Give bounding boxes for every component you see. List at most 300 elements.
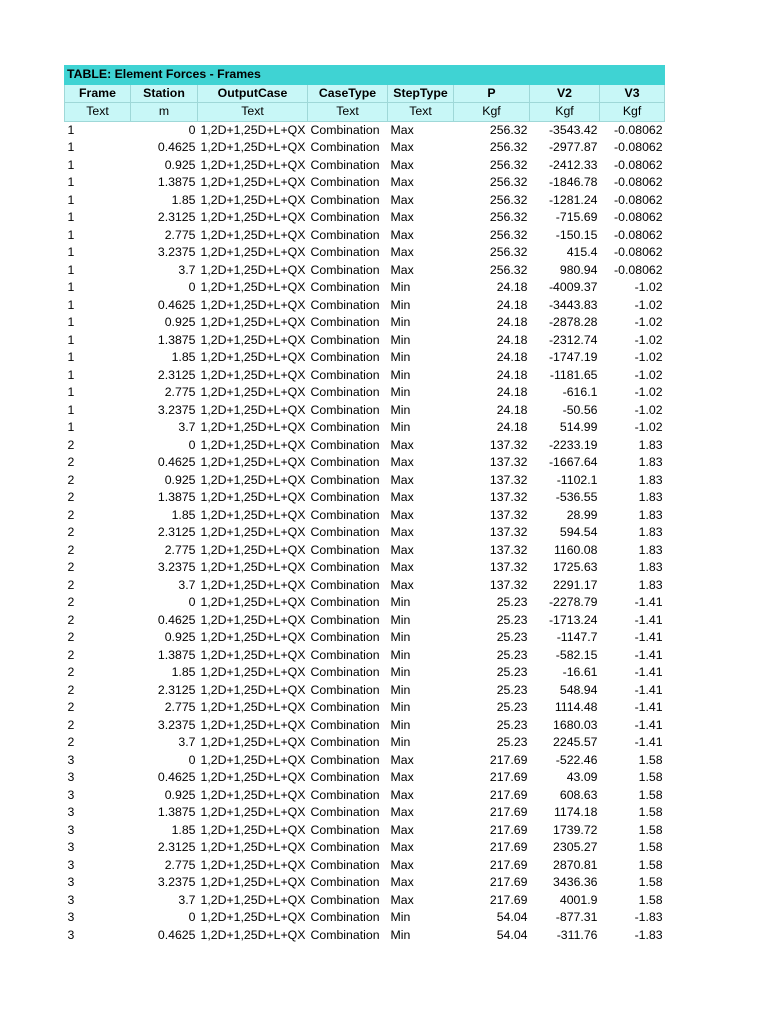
cell-v2[interactable]: 1160.08: [553, 542, 598, 557]
cell-v2[interactable]: -2412.33: [548, 157, 598, 172]
cell-steptype[interactable]: Min: [390, 385, 411, 400]
cell-p[interactable]: 137.32: [489, 542, 528, 557]
cell-steptype[interactable]: Min: [390, 280, 411, 295]
cell-station[interactable]: 0.4625: [157, 297, 196, 312]
cell-p[interactable]: 137.32: [489, 560, 528, 575]
cell-outputcase[interactable]: 1,2D+1,25D+L+QX: [200, 245, 306, 260]
cell-v3[interactable]: 1.83: [638, 455, 663, 470]
cell-casetype[interactable]: Combination: [310, 227, 380, 242]
cell-v2[interactable]: 1174.18: [553, 805, 598, 820]
cell-steptype[interactable]: Min: [390, 647, 411, 662]
cell-frame[interactable]: 3: [67, 910, 75, 925]
cell-steptype[interactable]: Min: [390, 420, 411, 435]
cell-p[interactable]: 54.04: [496, 910, 528, 925]
cell-outputcase[interactable]: 1,2D+1,25D+L+QX: [200, 805, 306, 820]
cell-station[interactable]: 2.3125: [157, 840, 196, 855]
cell-outputcase[interactable]: 1,2D+1,25D+L+QX: [200, 857, 306, 872]
cell-casetype[interactable]: Combination: [310, 262, 380, 277]
cell-frame[interactable]: 2: [67, 525, 75, 540]
cell-outputcase[interactable]: 1,2D+1,25D+L+QX: [200, 490, 306, 505]
cell-casetype[interactable]: Combination: [310, 402, 380, 417]
cell-p[interactable]: 137.32: [489, 472, 528, 487]
cell-p[interactable]: 137.32: [489, 490, 528, 505]
cell-casetype[interactable]: Combination: [310, 752, 380, 767]
cell-v3[interactable]: 1.58: [638, 787, 663, 802]
cell-v3[interactable]: -0.08062: [614, 175, 663, 190]
cell-frame[interactable]: 1: [67, 210, 75, 225]
cell-p[interactable]: 256.32: [489, 175, 528, 190]
cell-v3[interactable]: -1.41: [634, 735, 663, 750]
cell-frame[interactable]: 1: [67, 420, 75, 435]
header-v3[interactable]: V3: [600, 84, 665, 103]
cell-casetype[interactable]: Combination: [310, 140, 380, 155]
cell-casetype[interactable]: Combination: [310, 350, 380, 365]
cell-station[interactable]: 3.2375: [157, 402, 196, 417]
cell-steptype[interactable]: Min: [390, 927, 411, 942]
cell-steptype[interactable]: Max: [390, 805, 414, 820]
cell-v3[interactable]: -1.41: [634, 700, 663, 715]
cell-v3[interactable]: -1.41: [634, 647, 663, 662]
cell-p[interactable]: 25.23: [496, 612, 528, 627]
cell-station[interactable]: 3.2375: [157, 875, 196, 890]
cell-outputcase[interactable]: 1,2D+1,25D+L+QX: [200, 735, 306, 750]
cell-station[interactable]: 0: [188, 752, 196, 767]
cell-v3[interactable]: -1.02: [634, 402, 663, 417]
cell-p[interactable]: 24.18: [496, 350, 528, 365]
cell-station[interactable]: 1.3875: [157, 490, 196, 505]
cell-steptype[interactable]: Max: [390, 525, 414, 540]
cell-steptype[interactable]: Max: [390, 840, 414, 855]
cell-v3[interactable]: -0.08062: [614, 227, 663, 242]
cell-casetype[interactable]: Combination: [310, 367, 380, 382]
cell-steptype[interactable]: Max: [390, 122, 414, 137]
cell-casetype[interactable]: Combination: [310, 822, 380, 837]
cell-p[interactable]: 25.23: [496, 647, 528, 662]
cell-v3[interactable]: 1.58: [638, 805, 663, 820]
cell-v3[interactable]: -1.41: [634, 612, 663, 627]
cell-v3[interactable]: 1.58: [638, 840, 663, 855]
cell-station[interactable]: 3.7: [178, 577, 196, 592]
cell-v3[interactable]: 1.83: [638, 525, 663, 540]
cell-v3[interactable]: 1.83: [638, 472, 663, 487]
cell-frame[interactable]: 2: [67, 700, 75, 715]
cell-outputcase[interactable]: 1,2D+1,25D+L+QX: [200, 420, 306, 435]
cell-steptype[interactable]: Min: [390, 630, 411, 645]
cell-casetype[interactable]: Combination: [310, 630, 380, 645]
cell-frame[interactable]: 1: [67, 262, 75, 277]
cell-station[interactable]: 1.3875: [157, 805, 196, 820]
cell-outputcase[interactable]: 1,2D+1,25D+L+QX: [200, 280, 306, 295]
cell-v2[interactable]: 415.4: [566, 245, 598, 260]
header-steptype[interactable]: StepType: [388, 84, 454, 103]
cell-steptype[interactable]: Min: [390, 595, 411, 610]
header-frame[interactable]: Frame: [65, 84, 131, 103]
cell-p[interactable]: 217.69: [489, 822, 528, 837]
cell-v3[interactable]: -1.41: [634, 682, 663, 697]
cell-frame[interactable]: 3: [67, 927, 75, 942]
header-v2[interactable]: V2: [530, 84, 600, 103]
cell-p[interactable]: 24.18: [496, 367, 528, 382]
cell-p[interactable]: 256.32: [489, 227, 528, 242]
cell-station[interactable]: 1.85: [171, 192, 196, 207]
cell-steptype[interactable]: Max: [390, 892, 414, 907]
cell-casetype[interactable]: Combination: [310, 490, 380, 505]
cell-p[interactable]: 217.69: [489, 892, 528, 907]
cell-v2[interactable]: 28.99: [566, 507, 598, 522]
cell-v2[interactable]: -715.69: [555, 210, 598, 225]
cell-v3[interactable]: 1.83: [638, 437, 663, 452]
cell-station[interactable]: 0.925: [164, 157, 196, 172]
cell-frame[interactable]: 2: [67, 717, 75, 732]
cell-steptype[interactable]: Min: [390, 682, 411, 697]
cell-casetype[interactable]: Combination: [310, 175, 380, 190]
cell-station[interactable]: 0: [188, 595, 196, 610]
cell-outputcase[interactable]: 1,2D+1,25D+L+QX: [200, 157, 306, 172]
cell-outputcase[interactable]: 1,2D+1,25D+L+QX: [200, 612, 306, 627]
cell-steptype[interactable]: Min: [390, 350, 411, 365]
cell-station[interactable]: 0.925: [164, 472, 196, 487]
cell-v2[interactable]: -150.15: [555, 227, 598, 242]
cell-steptype[interactable]: Max: [390, 455, 414, 470]
cell-frame[interactable]: 3: [67, 892, 75, 907]
cell-outputcase[interactable]: 1,2D+1,25D+L+QX: [200, 875, 306, 890]
cell-outputcase[interactable]: 1,2D+1,25D+L+QX: [200, 560, 306, 575]
cell-frame[interactable]: 1: [67, 280, 75, 295]
cell-v2[interactable]: 980.94: [559, 262, 598, 277]
cell-frame[interactable]: 3: [67, 822, 75, 837]
cell-v2[interactable]: -2878.28: [548, 315, 598, 330]
cell-v3[interactable]: -1.02: [634, 315, 663, 330]
cell-outputcase[interactable]: 1,2D+1,25D+L+QX: [200, 700, 306, 715]
cell-v3[interactable]: -0.08062: [614, 157, 663, 172]
cell-v2[interactable]: 2305.27: [553, 840, 598, 855]
cell-outputcase[interactable]: 1,2D+1,25D+L+QX: [200, 910, 306, 925]
cell-p[interactable]: 25.23: [496, 665, 528, 680]
unit-casetype[interactable]: Text: [308, 103, 388, 122]
cell-outputcase[interactable]: 1,2D+1,25D+L+QX: [200, 630, 306, 645]
cell-p[interactable]: 24.18: [496, 385, 528, 400]
cell-outputcase[interactable]: 1,2D+1,25D+L+QX: [200, 140, 306, 155]
cell-frame[interactable]: 1: [67, 332, 75, 347]
cell-v2[interactable]: -4009.37: [548, 280, 598, 295]
cell-outputcase[interactable]: 1,2D+1,25D+L+QX: [200, 122, 306, 137]
cell-steptype[interactable]: Max: [390, 262, 414, 277]
cell-steptype[interactable]: Max: [390, 507, 414, 522]
cell-v2[interactable]: -1102.1: [556, 472, 598, 487]
cell-v2[interactable]: -1713.24: [548, 612, 598, 627]
cell-v2[interactable]: -1181.65: [549, 367, 598, 382]
header-casetype[interactable]: CaseType: [308, 84, 388, 103]
cell-station[interactable]: 2.775: [164, 227, 196, 242]
cell-p[interactable]: 217.69: [489, 875, 528, 890]
cell-casetype[interactable]: Combination: [310, 665, 380, 680]
cell-steptype[interactable]: Max: [390, 210, 414, 225]
cell-casetype[interactable]: Combination: [310, 507, 380, 522]
cell-station[interactable]: 0.925: [164, 787, 196, 802]
cell-p[interactable]: 217.69: [489, 805, 528, 820]
header-p[interactable]: P: [454, 84, 530, 103]
cell-casetype[interactable]: Combination: [310, 770, 380, 785]
cell-p[interactable]: 217.69: [489, 770, 528, 785]
cell-v3[interactable]: 1.58: [638, 892, 663, 907]
cell-steptype[interactable]: Max: [390, 140, 414, 155]
cell-frame[interactable]: 1: [67, 175, 75, 190]
cell-outputcase[interactable]: 1,2D+1,25D+L+QX: [200, 822, 306, 837]
cell-v3[interactable]: 1.83: [638, 490, 663, 505]
cell-frame[interactable]: 1: [67, 122, 75, 137]
cell-frame[interactable]: 2: [67, 437, 75, 452]
cell-station[interactable]: 0.4625: [157, 140, 196, 155]
cell-v2[interactable]: -1147.7: [556, 630, 598, 645]
cell-frame[interactable]: 2: [67, 630, 75, 645]
cell-station[interactable]: 0: [188, 280, 196, 295]
cell-p[interactable]: 256.32: [489, 210, 528, 225]
cell-station[interactable]: 0.4625: [157, 770, 196, 785]
cell-p[interactable]: 217.69: [489, 752, 528, 767]
cell-steptype[interactable]: Max: [390, 472, 414, 487]
cell-steptype[interactable]: Max: [390, 542, 414, 557]
cell-casetype[interactable]: Combination: [310, 840, 380, 855]
cell-v2[interactable]: -2278.79: [548, 595, 598, 610]
cell-v2[interactable]: -616.1: [562, 385, 598, 400]
header-outputcase[interactable]: OutputCase: [198, 84, 308, 103]
cell-v3[interactable]: -1.02: [634, 367, 663, 382]
cell-steptype[interactable]: Max: [390, 192, 414, 207]
cell-frame[interactable]: 2: [67, 735, 75, 750]
cell-steptype[interactable]: Max: [390, 490, 414, 505]
cell-p[interactable]: 217.69: [489, 857, 528, 872]
cell-v2[interactable]: 43.09: [566, 770, 598, 785]
unit-frame[interactable]: Text: [65, 103, 131, 122]
cell-steptype[interactable]: Max: [390, 770, 414, 785]
cell-v2[interactable]: 2291.17: [553, 577, 598, 592]
cell-outputcase[interactable]: 1,2D+1,25D+L+QX: [200, 227, 306, 242]
cell-v2[interactable]: -2977.87: [548, 140, 598, 155]
cell-v3[interactable]: -1.02: [634, 280, 663, 295]
cell-station[interactable]: 0.925: [164, 315, 196, 330]
cell-casetype[interactable]: Combination: [310, 892, 380, 907]
cell-p[interactable]: 24.18: [496, 297, 528, 312]
cell-frame[interactable]: 1: [67, 140, 75, 155]
cell-casetype[interactable]: Combination: [310, 647, 380, 662]
cell-station[interactable]: 1.3875: [157, 332, 196, 347]
cell-casetype[interactable]: Combination: [310, 595, 380, 610]
header-station[interactable]: Station: [131, 84, 198, 103]
cell-v2[interactable]: -311.76: [556, 927, 598, 942]
cell-p[interactable]: 24.18: [496, 402, 528, 417]
unit-steptype[interactable]: Text: [388, 103, 454, 122]
cell-v2[interactable]: -3543.42: [548, 122, 598, 137]
cell-v3[interactable]: -1.41: [634, 630, 663, 645]
cell-steptype[interactable]: Max: [390, 437, 414, 452]
cell-casetype[interactable]: Combination: [310, 472, 380, 487]
cell-frame[interactable]: 3: [67, 770, 75, 785]
cell-p[interactable]: 217.69: [489, 840, 528, 855]
cell-p[interactable]: 137.32: [489, 507, 528, 522]
cell-p[interactable]: 137.32: [489, 455, 528, 470]
cell-outputcase[interactable]: 1,2D+1,25D+L+QX: [200, 210, 306, 225]
cell-casetype[interactable]: Combination: [310, 857, 380, 872]
cell-frame[interactable]: 3: [67, 787, 75, 802]
cell-p[interactable]: 256.32: [489, 262, 528, 277]
cell-v3[interactable]: -1.02: [634, 385, 663, 400]
cell-casetype[interactable]: Combination: [310, 612, 380, 627]
cell-station[interactable]: 1.85: [171, 507, 196, 522]
cell-outputcase[interactable]: 1,2D+1,25D+L+QX: [200, 770, 306, 785]
cell-station[interactable]: 2.3125: [157, 525, 196, 540]
cell-v2[interactable]: -1747.19: [548, 350, 598, 365]
cell-outputcase[interactable]: 1,2D+1,25D+L+QX: [200, 787, 306, 802]
cell-steptype[interactable]: Max: [390, 822, 414, 837]
cell-frame[interactable]: 2: [67, 577, 75, 592]
cell-v3[interactable]: 1.58: [638, 857, 663, 872]
cell-steptype[interactable]: Min: [390, 717, 411, 732]
cell-station[interactable]: 1.3875: [157, 647, 196, 662]
cell-casetype[interactable]: Combination: [310, 122, 380, 137]
cell-p[interactable]: 24.18: [496, 420, 528, 435]
cell-outputcase[interactable]: 1,2D+1,25D+L+QX: [200, 315, 306, 330]
cell-outputcase[interactable]: 1,2D+1,25D+L+QX: [200, 752, 306, 767]
cell-steptype[interactable]: Max: [390, 227, 414, 242]
cell-p[interactable]: 25.23: [496, 717, 528, 732]
cell-station[interactable]: 3.2375: [157, 245, 196, 260]
cell-station[interactable]: 3.7: [178, 262, 196, 277]
cell-v3[interactable]: -0.08062: [614, 210, 663, 225]
cell-v3[interactable]: -0.08062: [614, 262, 663, 277]
cell-steptype[interactable]: Min: [390, 700, 411, 715]
cell-outputcase[interactable]: 1,2D+1,25D+L+QX: [200, 350, 306, 365]
cell-p[interactable]: 256.32: [489, 140, 528, 155]
cell-p[interactable]: 25.23: [496, 630, 528, 645]
cell-v3[interactable]: -1.02: [634, 297, 663, 312]
cell-steptype[interactable]: Max: [390, 875, 414, 890]
cell-casetype[interactable]: Combination: [310, 420, 380, 435]
cell-v2[interactable]: 2245.57: [553, 735, 598, 750]
cell-steptype[interactable]: Min: [390, 367, 411, 382]
cell-steptype[interactable]: Min: [390, 315, 411, 330]
cell-outputcase[interactable]: 1,2D+1,25D+L+QX: [200, 472, 306, 487]
cell-casetype[interactable]: Combination: [310, 385, 380, 400]
cell-steptype[interactable]: Max: [390, 787, 414, 802]
cell-v3[interactable]: -0.08062: [614, 140, 663, 155]
table-title[interactable]: TABLE: Element Forces - Frames: [65, 66, 665, 85]
cell-steptype[interactable]: Max: [390, 157, 414, 172]
cell-frame[interactable]: 1: [67, 157, 75, 172]
cell-steptype[interactable]: Min: [390, 332, 411, 347]
cell-frame[interactable]: 2: [67, 665, 75, 680]
cell-frame[interactable]: 1: [67, 350, 75, 365]
cell-v3[interactable]: 1.58: [638, 752, 663, 767]
cell-v2[interactable]: -536.55: [555, 490, 598, 505]
cell-outputcase[interactable]: 1,2D+1,25D+L+QX: [200, 717, 306, 732]
cell-frame[interactable]: 2: [67, 472, 75, 487]
cell-v3[interactable]: -1.02: [634, 350, 663, 365]
cell-station[interactable]: 0.4625: [157, 612, 196, 627]
cell-outputcase[interactable]: 1,2D+1,25D+L+QX: [200, 437, 306, 452]
cell-casetype[interactable]: Combination: [310, 437, 380, 452]
cell-casetype[interactable]: Combination: [310, 297, 380, 312]
cell-v2[interactable]: 548.94: [559, 682, 598, 697]
cell-outputcase[interactable]: 1,2D+1,25D+L+QX: [200, 367, 306, 382]
cell-p[interactable]: 24.18: [496, 280, 528, 295]
cell-frame[interactable]: 1: [67, 245, 75, 260]
cell-v3[interactable]: 1.83: [638, 542, 663, 557]
cell-station[interactable]: 0: [188, 910, 196, 925]
cell-p[interactable]: 256.32: [489, 157, 528, 172]
cell-casetype[interactable]: Combination: [310, 315, 380, 330]
cell-outputcase[interactable]: 1,2D+1,25D+L+QX: [200, 297, 306, 312]
cell-v2[interactable]: 1680.03: [553, 717, 598, 732]
cell-outputcase[interactable]: 1,2D+1,25D+L+QX: [200, 595, 306, 610]
cell-casetype[interactable]: Combination: [310, 455, 380, 470]
cell-casetype[interactable]: Combination: [310, 805, 380, 820]
cell-p[interactable]: 256.32: [489, 192, 528, 207]
cell-v2[interactable]: -3443.83: [548, 297, 598, 312]
cell-frame[interactable]: 2: [67, 542, 75, 557]
cell-casetype[interactable]: Combination: [310, 735, 380, 750]
cell-station[interactable]: 0.4625: [157, 455, 196, 470]
cell-casetype[interactable]: Combination: [310, 280, 380, 295]
cell-frame[interactable]: 2: [67, 682, 75, 697]
cell-outputcase[interactable]: 1,2D+1,25D+L+QX: [200, 927, 306, 942]
cell-station[interactable]: 2.3125: [157, 367, 196, 382]
cell-outputcase[interactable]: 1,2D+1,25D+L+QX: [200, 507, 306, 522]
cell-frame[interactable]: 2: [67, 560, 75, 575]
cell-v2[interactable]: -877.31: [555, 910, 598, 925]
cell-outputcase[interactable]: 1,2D+1,25D+L+QX: [200, 525, 306, 540]
cell-frame[interactable]: 3: [67, 752, 75, 767]
cell-station[interactable]: 3.2375: [157, 560, 196, 575]
cell-frame[interactable]: 1: [67, 297, 75, 312]
cell-p[interactable]: 137.32: [489, 525, 528, 540]
cell-v2[interactable]: 1114.48: [554, 700, 598, 715]
cell-steptype[interactable]: Min: [390, 665, 411, 680]
cell-outputcase[interactable]: 1,2D+1,25D+L+QX: [200, 402, 306, 417]
cell-p[interactable]: 24.18: [496, 332, 528, 347]
cell-outputcase[interactable]: 1,2D+1,25D+L+QX: [200, 385, 306, 400]
cell-station[interactable]: 0: [188, 437, 196, 452]
cell-v2[interactable]: 2870.81: [553, 857, 598, 872]
cell-v2[interactable]: -1667.64: [548, 455, 598, 470]
cell-steptype[interactable]: Min: [390, 612, 411, 627]
cell-outputcase[interactable]: 1,2D+1,25D+L+QX: [200, 647, 306, 662]
cell-casetype[interactable]: Combination: [310, 157, 380, 172]
cell-v3[interactable]: 1.58: [638, 770, 663, 785]
cell-frame[interactable]: 1: [67, 192, 75, 207]
cell-station[interactable]: 2.775: [164, 542, 196, 557]
cell-steptype[interactable]: Max: [390, 245, 414, 260]
cell-station[interactable]: 0.925: [164, 630, 196, 645]
cell-casetype[interactable]: Combination: [310, 560, 380, 575]
cell-v2[interactable]: 594.54: [559, 525, 598, 540]
cell-station[interactable]: 1.85: [171, 822, 196, 837]
cell-steptype[interactable]: Min: [390, 297, 411, 312]
cell-casetype[interactable]: Combination: [310, 542, 380, 557]
cell-frame[interactable]: 2: [67, 507, 75, 522]
cell-outputcase[interactable]: 1,2D+1,25D+L+QX: [200, 840, 306, 855]
cell-casetype[interactable]: Combination: [310, 927, 380, 942]
cell-outputcase[interactable]: 1,2D+1,25D+L+QX: [200, 892, 306, 907]
unit-p[interactable]: Kgf: [454, 103, 530, 122]
cell-p[interactable]: 25.23: [496, 700, 528, 715]
cell-v2[interactable]: -2312.74: [548, 332, 598, 347]
cell-frame[interactable]: 2: [67, 490, 75, 505]
cell-v3[interactable]: -0.08062: [614, 192, 663, 207]
cell-station[interactable]: 0.4625: [157, 927, 196, 942]
cell-p[interactable]: 25.23: [496, 682, 528, 697]
unit-v3[interactable]: Kgf: [600, 103, 665, 122]
cell-v2[interactable]: 608.63: [559, 787, 598, 802]
